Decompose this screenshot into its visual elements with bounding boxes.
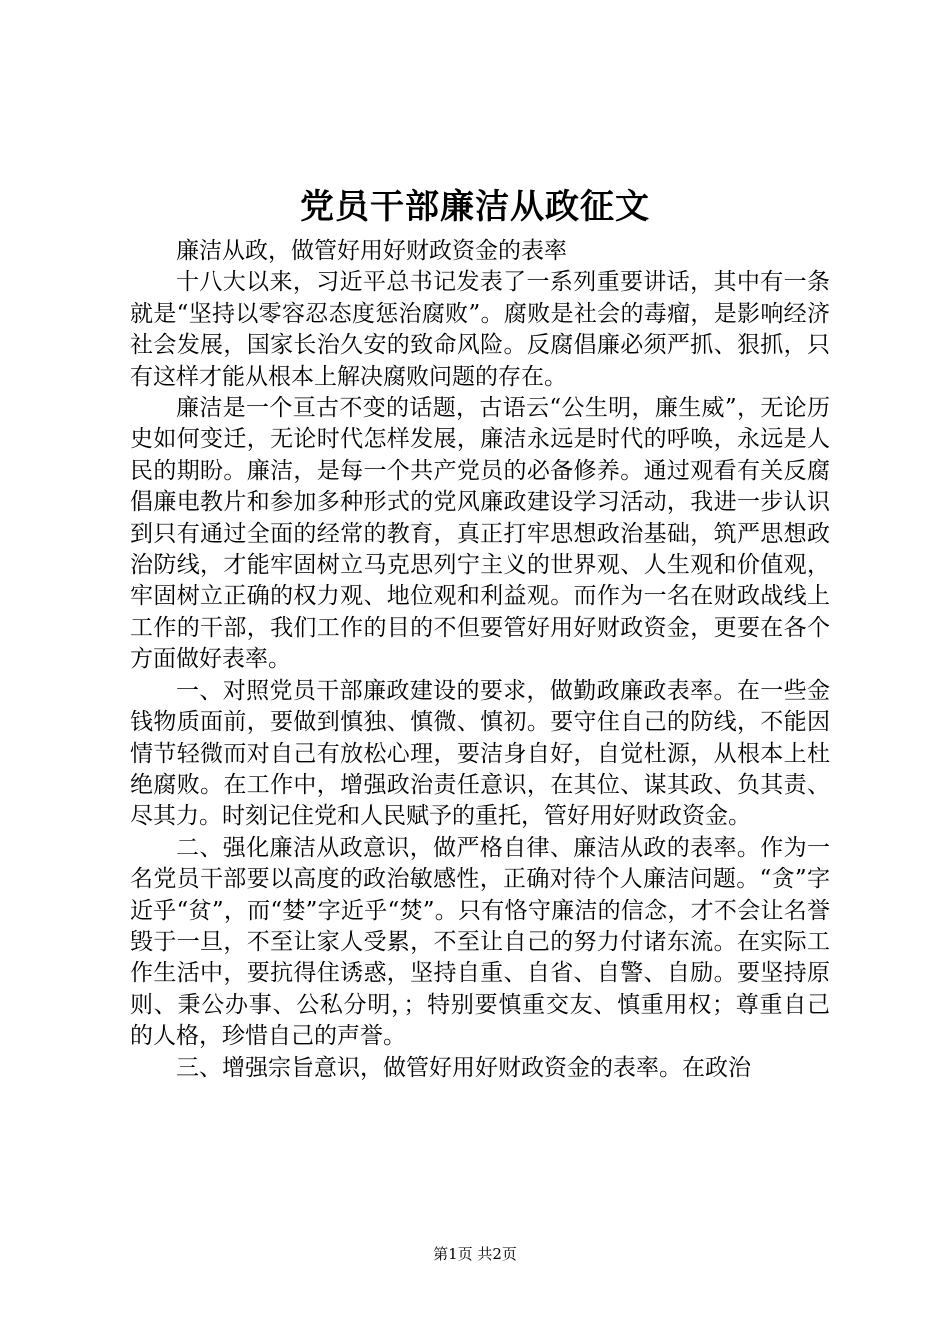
paragraph-1: 十八大以来，习近平总书记发表了一系列重要讲话，其中有一条就是“坚持以零容忍态度惩治腐败”。腐败是社会的毒瘤，是影响经济社会发展，国家长治久安的致命风险。反腐倡廉必须严抓、狠抓，只有这样才能从根本上解决腐败问题的存在。 [130, 269, 830, 390]
paragraph-2: 廉洁是一个亘古不变的话题，古语云“公生明，廉生威”，无论历史如何变迁，无论时代怎样发展，廉洁永远是时代的呼唤，永远是人民的期盼。廉洁，是每一个共产党员的必备修养。通过观看有关反腐倡廉电教片和参加多种形式的党风廉政建设学习活动，我进一步认识到只有通过全面的经常的教育，真正打牢思想政治基础，筑严思想政治防线，才能牢固树立马克思列宁主义的世界观、人生观和价值观，牢固树立正确的权力观、地位观和利益观。而作为一名在财政战线上工作的干部，我们工作的目的不但要管好用好财政资金，更要在各个方面做好表率。 [130, 395, 830, 673]
paragraph-subtitle: 廉洁从政，做管好用好财政资金的表率 [176, 238, 567, 264]
paragraph-3: 一、对照党员干部廉政建设的要求，做勤政廉政表率。在一些金钱物质面前，要做到慎独、慎微、慎初。要守住自己的防线，不能因情节轻微而对自己有放松心理，要洁身自好，自觉杜源，从根本上杜绝腐败。在工作中，增强政治责任意识，在其位、谋其政、负其责、尽其力。时刻记住党和人民赋予的重托，管好用好财政资金。 [130, 677, 830, 830]
paragraph-4: 二、强化廉洁从政意识，做严格自律、廉洁从政的表率。作为一名党员干部要以高度的政治敏感性，正确对待个人廉洁问题。“贪”字近乎“贫”，而“婪”字近乎“焚”。只有恪守廉洁的信念，才不会让名誉毁于一旦，不至让家人受累，不至让自己的努力付诸东流。在实际工作生活中，要抗得住诱惑，坚持自重、自省、自警、自励。要坚持原则、秉公办事、公私分明，；特别要慎重交友、慎重用权；尊重自己的人格，珍惜自己的声誉。 [130, 834, 830, 1050]
paragraph-5: 三、增强宗旨意识，做管好用好财政资金的表率。在政治 [176, 1054, 751, 1081]
page-footer: 第1页 共2页 [433, 1245, 517, 1263]
document-title: 党员干部廉洁从政征文 [300, 187, 650, 227]
document-body [130, 236, 830, 1084]
